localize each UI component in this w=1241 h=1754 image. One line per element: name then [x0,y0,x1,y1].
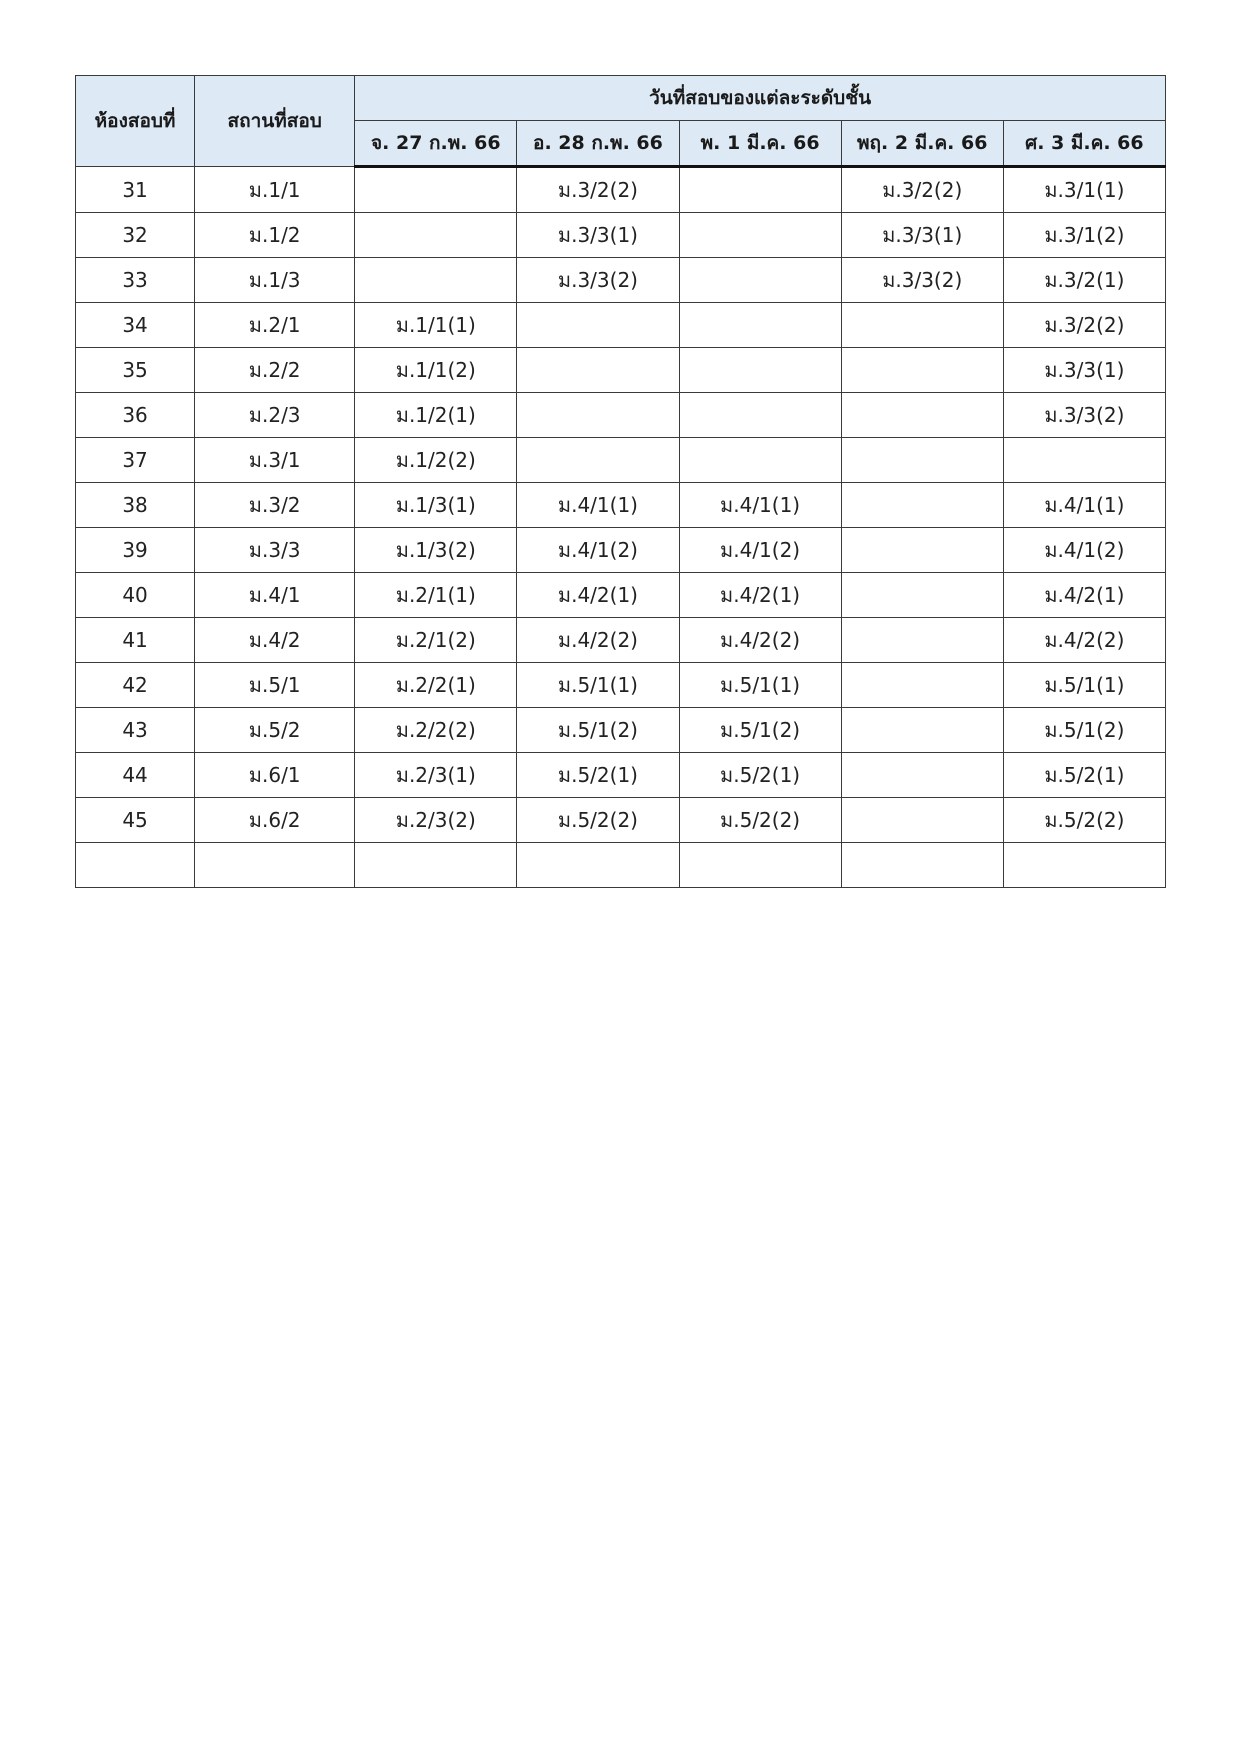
cell-day-4 [841,618,1003,663]
table-row [76,303,1166,348]
document-page [75,75,1166,888]
table-row [76,708,1166,753]
cell-day-5: ม.3/2(1) [1003,258,1165,303]
cell-day-1 [355,213,517,258]
cell-place: ม.4/1 [195,573,355,618]
cell-place: ม.1/2 [195,213,355,258]
cell-room: 40 [76,573,195,618]
header-room: ห้องสอบที่ [76,76,195,167]
cell-place: ม.1/1 [195,167,355,213]
cell-day-4 [841,393,1003,438]
cell-day-4 [841,483,1003,528]
cell-place: ม.5/2 [195,708,355,753]
cell-day-4 [841,798,1003,843]
cell-day-5: ม.3/1(2) [1003,213,1165,258]
cell-day-3 [679,213,841,258]
cell-day-3 [679,438,841,483]
cell-place: ม.2/3 [195,393,355,438]
cell-day-3: ม.5/2(2) [679,798,841,843]
cell-day-3: ม.5/1(2) [679,708,841,753]
table-row [76,438,1166,483]
cell-day-3 [679,843,841,888]
header-day: พ. 1 มี.ค. 66 [679,121,841,167]
cell-day-5: ม.4/2(2) [1003,618,1165,663]
cell-place: ม.4/2 [195,618,355,663]
cell-room: 35 [76,348,195,393]
cell-place [195,843,355,888]
cell-day-3: ม.4/1(2) [679,528,841,573]
cell-day-1: ม.2/2(1) [355,663,517,708]
cell-day-4 [841,753,1003,798]
table-row [76,213,1166,258]
cell-day-5: ม.4/2(1) [1003,573,1165,618]
cell-place: ม.1/3 [195,258,355,303]
cell-day-1: ม.2/3(1) [355,753,517,798]
header-date-group: วันที่สอบของแต่ละระดับชั้น [355,76,1166,121]
cell-room: 37 [76,438,195,483]
cell-day-2 [517,348,679,393]
cell-room: 41 [76,618,195,663]
cell-room: 38 [76,483,195,528]
cell-day-4 [841,438,1003,483]
cell-day-4 [841,573,1003,618]
cell-day-4 [841,348,1003,393]
table-row [76,348,1166,393]
cell-day-2: ม.4/1(1) [517,483,679,528]
cell-day-1: ม.1/3(1) [355,483,517,528]
cell-place: ม.5/1 [195,663,355,708]
cell-day-5: ม.3/2(2) [1003,303,1165,348]
cell-day-3: ม.4/2(1) [679,573,841,618]
cell-day-4: ม.3/3(1) [841,213,1003,258]
cell-day-1: ม.2/1(2) [355,618,517,663]
cell-day-5: ม.5/2(1) [1003,753,1165,798]
table-row [76,753,1166,798]
cell-day-2: ม.4/2(2) [517,618,679,663]
cell-place: ม.3/1 [195,438,355,483]
cell-day-5: ม.4/1(2) [1003,528,1165,573]
cell-day-4: ม.3/3(2) [841,258,1003,303]
cell-day-2: ม.5/2(2) [517,798,679,843]
cell-room: 32 [76,213,195,258]
cell-day-1: ม.2/1(1) [355,573,517,618]
table-row [76,528,1166,573]
cell-day-3: ม.5/1(1) [679,663,841,708]
cell-place: ม.6/2 [195,798,355,843]
cell-room: 31 [76,167,195,213]
cell-day-3: ม.5/2(1) [679,753,841,798]
cell-room: 33 [76,258,195,303]
cell-day-1 [355,258,517,303]
cell-day-4: ม.3/2(2) [841,167,1003,213]
header-day: จ. 27 ก.พ. 66 [355,121,517,167]
cell-day-2 [517,438,679,483]
cell-day-1: ม.1/3(2) [355,528,517,573]
cell-day-1: ม.2/2(2) [355,708,517,753]
table-row [76,167,1166,213]
cell-day-1: ม.1/2(1) [355,393,517,438]
cell-day-2 [517,843,679,888]
cell-room: 42 [76,663,195,708]
cell-day-1 [355,843,517,888]
header-row-top [76,76,1166,121]
cell-room [76,843,195,888]
cell-day-5: ม.3/3(2) [1003,393,1165,438]
header-day: อ. 28 ก.พ. 66 [517,121,679,167]
table-row [76,483,1166,528]
cell-room: 39 [76,528,195,573]
header-day: พฤ. 2 มี.ค. 66 [841,121,1003,167]
cell-day-2: ม.3/2(2) [517,167,679,213]
cell-place: ม.2/1 [195,303,355,348]
table-row [76,258,1166,303]
cell-day-2: ม.5/1(2) [517,708,679,753]
cell-day-3 [679,258,841,303]
cell-day-5: ม.4/1(1) [1003,483,1165,528]
table-row [76,843,1166,888]
table-row [76,393,1166,438]
cell-place: ม.3/2 [195,483,355,528]
cell-place: ม.6/1 [195,753,355,798]
cell-day-3: ม.4/1(1) [679,483,841,528]
cell-day-5: ม.5/1(1) [1003,663,1165,708]
cell-day-3: ม.4/2(2) [679,618,841,663]
cell-day-1: ม.1/2(2) [355,438,517,483]
table-row [76,663,1166,708]
cell-day-5: ม.3/3(1) [1003,348,1165,393]
cell-place: ม.3/3 [195,528,355,573]
cell-room: 45 [76,798,195,843]
cell-day-5: ม.5/1(2) [1003,708,1165,753]
header-day: ศ. 3 มี.ค. 66 [1003,121,1165,167]
cell-day-1: ม.2/3(2) [355,798,517,843]
cell-day-1 [355,167,517,213]
cell-day-3 [679,393,841,438]
cell-day-4 [841,528,1003,573]
cell-day-5 [1003,438,1165,483]
cell-day-2: ม.3/3(2) [517,258,679,303]
cell-day-1: ม.1/1(2) [355,348,517,393]
table-header [76,76,1166,167]
cell-room: 34 [76,303,195,348]
cell-day-3 [679,167,841,213]
exam-schedule-table [75,75,1166,888]
cell-day-1: ม.1/1(1) [355,303,517,348]
cell-day-4 [841,843,1003,888]
cell-day-5: ม.5/2(2) [1003,798,1165,843]
table-row [76,798,1166,843]
cell-day-4 [841,303,1003,348]
cell-day-3 [679,348,841,393]
cell-day-2: ม.5/1(1) [517,663,679,708]
cell-day-2: ม.4/1(2) [517,528,679,573]
cell-day-2: ม.4/2(1) [517,573,679,618]
cell-room: 36 [76,393,195,438]
cell-day-2: ม.5/2(1) [517,753,679,798]
cell-day-2 [517,393,679,438]
cell-day-4 [841,708,1003,753]
cell-day-2: ม.3/3(1) [517,213,679,258]
cell-day-2 [517,303,679,348]
cell-day-5 [1003,843,1165,888]
table-body [76,167,1166,888]
cell-day-3 [679,303,841,348]
table-row [76,618,1166,663]
cell-room: 43 [76,708,195,753]
cell-room: 44 [76,753,195,798]
header-place: สถานที่สอบ [195,76,355,167]
cell-place: ม.2/2 [195,348,355,393]
cell-day-4 [841,663,1003,708]
table-row [76,573,1166,618]
cell-day-5: ม.3/1(1) [1003,167,1165,213]
